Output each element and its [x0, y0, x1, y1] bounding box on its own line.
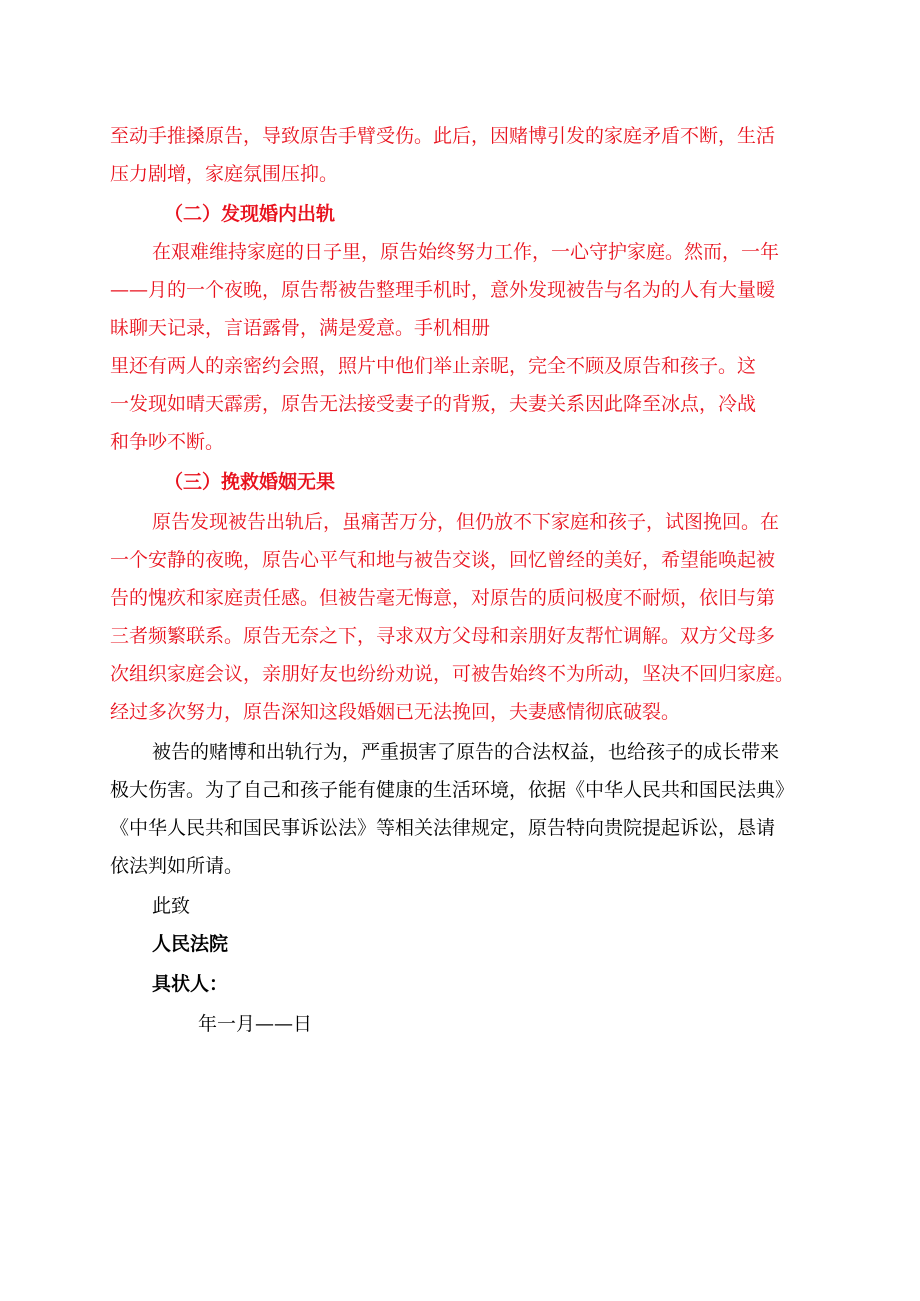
paragraph-line: 和争吵不断。	[110, 431, 225, 453]
paragraph-line: 告的愧疚和家庭责任感。但被告毫无悔意，对原告的质问极度不耐烦，依旧与第	[110, 587, 776, 609]
signer-label: 具状人：	[152, 973, 229, 995]
paragraph-line: 一发现如晴天霹雳，原告无法接受妻子的背叛，夫妻关系因此降至冰点，冷战	[110, 393, 757, 415]
salutation: 此致	[152, 895, 191, 917]
paragraph-line: 次组织家庭会议，亲朋好友也纷纷劝说，可被告始终不为所动，坚决不回归家庭。	[110, 663, 795, 685]
section-heading: （三）挽救婚姻无果	[164, 471, 336, 493]
paragraph-line: 依法判如所请。	[110, 855, 244, 877]
date-line: 年一月——日	[198, 1013, 313, 1035]
paragraph-line: 压力剧增，家庭氛围压抑。	[110, 163, 339, 185]
paragraph-line: 一个安静的夜晚，原告心平气和地与被告交谈，回忆曾经的美好，希望能唤起被	[110, 549, 776, 571]
paragraph-line: 在艰难维持家庭的日子里，原告始终努力工作，一心守护家庭。然而，一年	[152, 241, 780, 263]
paragraph-line: 里还有两人的亲密约会照，照片中他们举止亲昵，完全不顾及原告和孩子。这	[110, 355, 757, 377]
paragraph-line: 《中华人民共和国民事诉讼法》等相关法律规定，原告特向贵院提起诉讼，恳请	[110, 817, 776, 839]
paragraph-line: 昧聊天记录，言语露骨，满是爱意。手机相册	[110, 317, 491, 339]
paragraph-line: 极大伤害。为了自己和孩子能有健康的生活环境，依据《中华人民共和国民法典》	[110, 779, 795, 801]
paragraph-line: ——月的一个夜晚，原告帮被告整理手机时，意外发现被告与名为的人有大量暧	[110, 279, 776, 301]
court-name: 人民法院	[152, 933, 229, 955]
paragraph-line: 三者频繁联系。原告无奈之下，寻求双方父母和亲朋好友帮忙调解。双方父母多	[110, 625, 776, 647]
paragraph-line: 被告的赌博和出轨行为，严重损害了原告的合法权益，也给孩子的成长带来	[152, 741, 780, 763]
paragraph-line: 经过多次努力，原告深知这段婚姻已无法挽回，夫妻感情彻底破裂。	[110, 701, 681, 723]
paragraph-line: 至动手推搡原告，导致原告手臂受伤。此后，因赌博引发的家庭矛盾不断，生活	[110, 125, 776, 147]
section-heading: （二）发现婚内出轨	[164, 203, 336, 225]
paragraph-line: 原告发现被告出轨后，虽痛苦万分，但仍放不下家庭和孩子，试图挽回。在	[152, 511, 780, 533]
